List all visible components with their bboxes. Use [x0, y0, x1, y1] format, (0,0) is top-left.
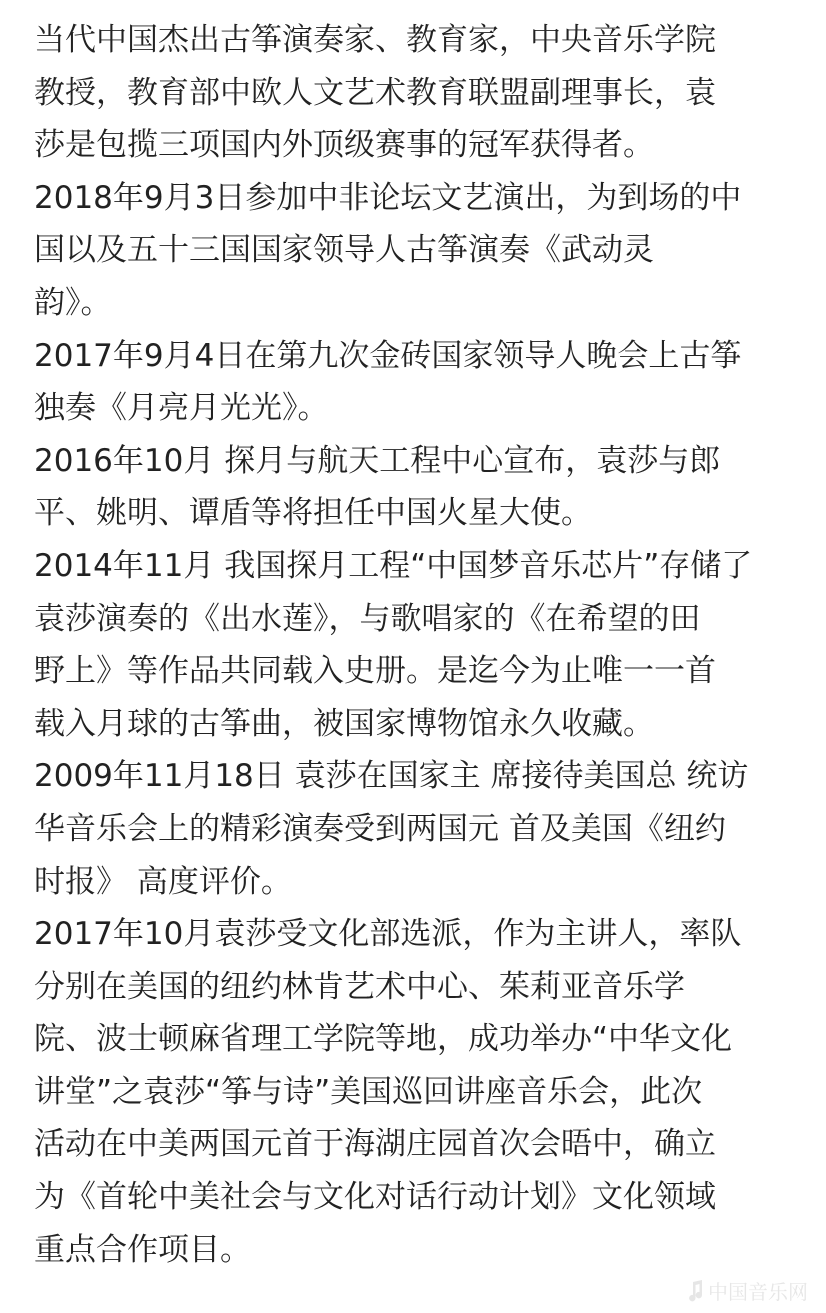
paragraph-intro	[34, 14, 802, 172]
text-line: 2009年11月18日 袁莎在国家主 席接待美国总 统访	[34, 758, 749, 795]
text-line: 为《首轮中美社会与文化对话行动计划》文化领域	[34, 1179, 716, 1216]
paragraph-2017-sep	[34, 330, 802, 435]
paragraph-2009	[34, 750, 802, 908]
text-line: 华音乐会上的精彩演奏受到两国元 首及美国《纽约	[34, 810, 726, 847]
text-line: 2017年10月袁莎受文化部选派，作为主讲人，率队	[34, 916, 742, 953]
site-watermark	[686, 1276, 808, 1305]
paragraph-2014	[34, 540, 802, 750]
text-line: 2014年11月 我国探月工程“中国梦音乐芯片”存储了	[34, 547, 753, 584]
text-line: 重点合作项目。	[34, 1231, 251, 1268]
text-line: 当代中国杰出古筝演奏家、教育家，中央音乐学院	[34, 22, 716, 58]
text-line: 袁莎演奏的《出水莲》，与歌唱家的《在希望的田	[34, 600, 701, 637]
text-line: 2017年9月4日在第九次金砖国家领导人晚会上古筝	[34, 337, 742, 374]
text-line: 独奏《月亮月光光》。	[34, 390, 329, 427]
text-line: 野上》等作品共同载入史册。是迄今为止唯一一首	[34, 653, 716, 690]
text-line: 活动在中美两国元首于海湖庄园首次会晤中，确立	[34, 1126, 716, 1163]
music-note-icon	[686, 1280, 704, 1302]
text-line: 莎是包揽三项国内外顶级赛事的冠军获得者。	[34, 127, 654, 164]
text-line: 院、波士顿麻省理工学院等地，成功举办“中华文化	[34, 1021, 733, 1058]
text-line: 分别在美国的纽约林肯艺术中心、茱莉亚音乐学	[34, 968, 685, 1005]
text-line: 2016年10月 探月与航天工程中心宣布，袁莎与郎	[34, 442, 721, 479]
text-line: 讲堂”之袁莎“筝与诗”美国巡回讲座音乐会，此次	[34, 1073, 703, 1110]
text-line: 教授，教育部中欧人文艺术教育联盟副理事长，袁	[34, 74, 716, 111]
text-line: 平、姚明、谭盾等将担任中国火星大使。	[34, 495, 592, 532]
text-line: 2018年9月3日参加中非论坛文艺演出，为到场的中	[34, 179, 742, 216]
article-body	[34, 14, 802, 1276]
text-line: 载入月球的古筝曲，被国家博物馆永久收藏。	[34, 705, 654, 742]
text-line: 韵》。	[34, 284, 112, 321]
text-line: 国以及五十三国国家领导人古筝演奏《武动灵	[34, 232, 654, 269]
paragraph-2018	[34, 172, 802, 330]
watermark-text: 中国音乐网	[708, 1280, 808, 1304]
paragraph-2016	[34, 435, 802, 540]
paragraph-2017-oct	[34, 908, 802, 1276]
text-line: 时报》 高度评价。	[34, 863, 292, 900]
